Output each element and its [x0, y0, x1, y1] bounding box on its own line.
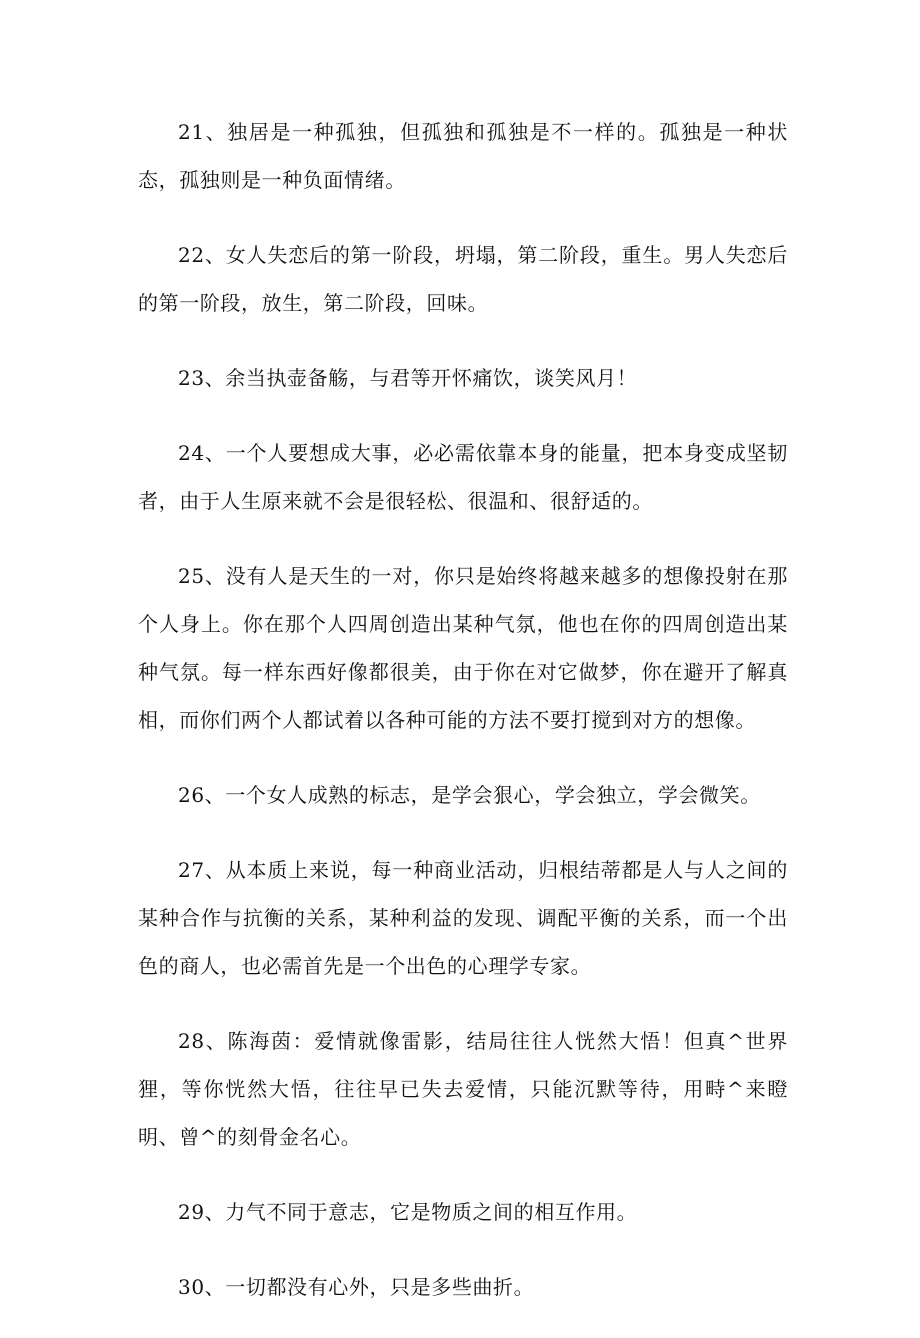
quote-paragraph-21: 21、独居是一种孤独，但孤独和孤独是不一样的。孤独是一种状态，孤独则是一种负面情绪。 [138, 120, 788, 192]
quote-paragraph-22: 22、女人失恋后的第一阶段，坍塌，第二阶段，重生。男人失恋后的第一阶段，放生，第二阶段，回味。 [138, 243, 788, 315]
document-body [138, 108, 788, 1338]
quote-paragraph-27: 27、从本质上来说，每一种商业活动，归根结蒂都是人与人之间的某种合作与抗衡的关系，某种利益的发现、调配平衡的关系，而一个出色的商人，也必需首先是一个出色的心理学专家。 [138, 858, 788, 978]
quote-paragraph-26: 26、一个女人成熟的标志，是学会狠心，学会独立，学会微笑。 [178, 783, 761, 807]
quote-paragraph-23: 23、余当执壶备觞，与君等开怀痛饮，谈笑风月！ [178, 366, 638, 390]
quote-paragraph-25: 25、没有人是天生的一对，你只是始终将越来越多的想像投射在那个人身上。你在那个人四周创造出某种气氛，他也在你的四周创造出某种气氛。每一样东西好像都很美，由于你在对它做梦，你在避开了解真相，而你们两个人都试着以各种可能的方法不要打搅到对方的想像。 [138, 564, 788, 732]
quote-paragraph-30: 30、一切都没有心外，只是多些曲折。 [178, 1275, 535, 1299]
quote-paragraph-28: 28、陈海茵：爱情就像雷影，结局往往人恍然大悟！但真^世界狸，等你恍然大悟，往往早已失去爱情，只能沉默等待，用畤^来瞪明、曾^的刻骨金名心。 [138, 1029, 788, 1149]
quote-paragraph-29: 29、力气不同于意志，它是物质之间的相互作用。 [178, 1200, 638, 1224]
quote-paragraph-24: 24、一个人要想成大事，必必需依靠本身的能量，把本身变成坚韧者，由于人生原来就不会是很轻松、很温和、很舒适的。 [138, 441, 788, 513]
